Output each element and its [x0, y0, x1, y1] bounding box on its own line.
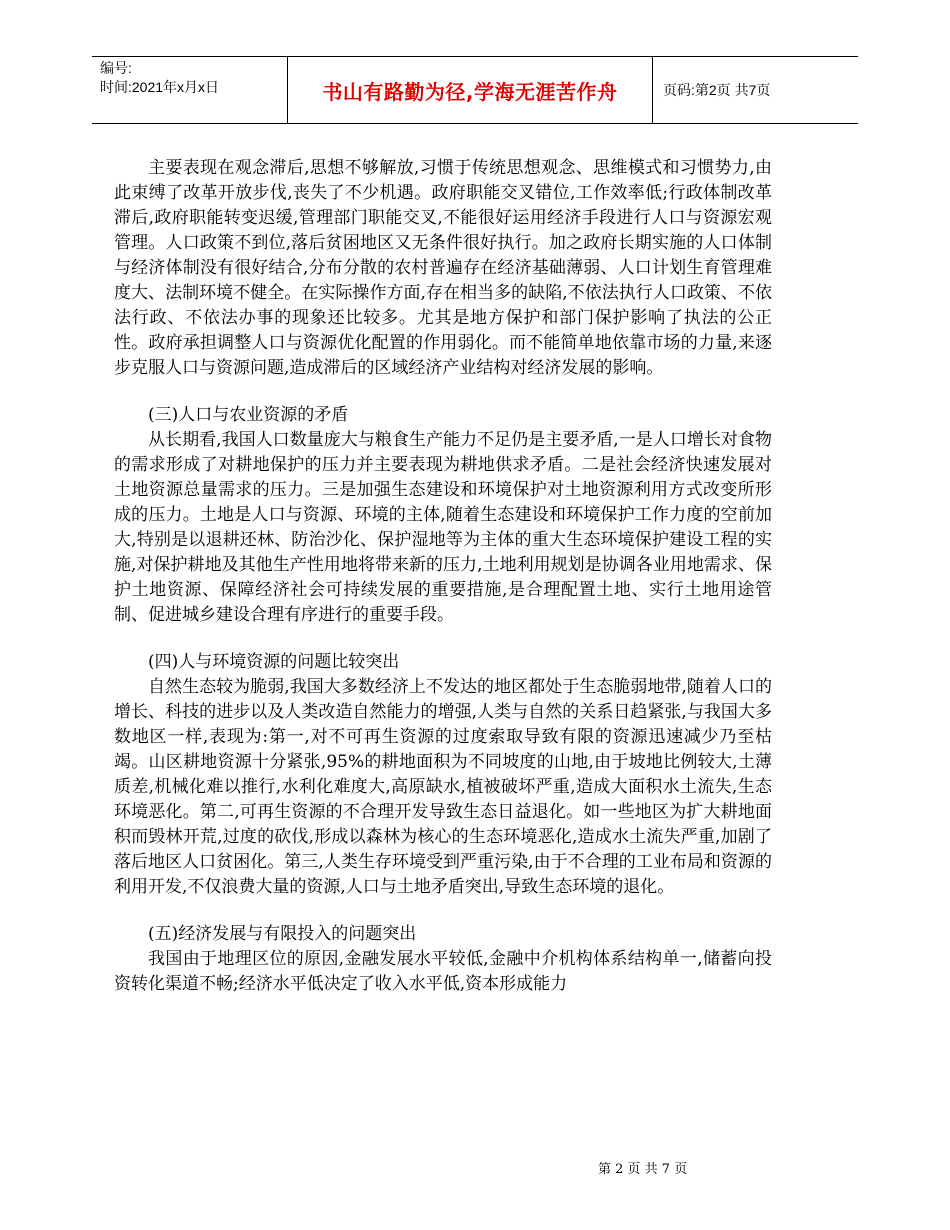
header-meta [92, 57, 287, 123]
section-heading: (五)经济发展与有限投入的问题突出 [148, 924, 417, 944]
header-motto: 书山有路勤为径,学海无涯苦作舟 [287, 57, 653, 123]
paragraph: 从长期看,我国人口数量庞大与粮食生产能力不足仍是主要矛盾,一是人口增长对食物的需求形成了对耕地保护的压力并主要表现为耕地供求矛盾。二是社会经济快速发展对土地资源总量需求的压力。三是加强生态建设和环境保护对土地资源利用方式改变所形成的压力。土地是人口与资源、环境的主体,随着生态建设和环境保护工作力度的空前加大,特别是以退耕还林、防治沙化、保护湿地等为主体的重大生态环境保护建设工程的实施,对保护耕地及其他生产性用地将带来新的压力,土地利用规划是协调各业用地需求、保护土地资源、保障经济社会可持续发展的重要措施,是合理配置土地、实行土地用途管制、促进城乡建设合理有序进行的重要手段。 [114, 430, 772, 625]
page-footer: 第 2 页 共 7 页 [598, 1162, 688, 1177]
section-heading: (三)人口与农业资源的矛盾 [148, 405, 349, 425]
document-code-label: 编号: [100, 60, 132, 76]
header-page-info: 页码:第2页 共7页 [663, 82, 771, 98]
paragraph: 自然生态较为脆弱,我国大多数经济上不发达的地区都处于生态脆弱地带,随着人口的增长、科技的进步以及人类改造自然能力的增强,人类与自然的关系日趋紧张,与我国大多数地区一样,表现为:第一,对不可再生资源的过度索取导致有限的资源迅速减少乃至枯竭。山区耕地资源十分紧张,95%的耕地面积为不同坡度的山地,由于坡地比例较大,土薄质差,机械化难以推行,水利化难度大,高原缺水,植被破坏严重,造成大面积水土流失,生态环境恶化。第二,可再生资源的不合理开发导致生态日益退化。如一些地区为扩大耕地面积而毁林开荒,过度的砍伐,形成以森林为核心的生态环境恶化,造成水土流失严重,加剧了落后地区人口贫困化。第三,人类生存环境受到严重污染,由于不合理的工业布局和资源的利用开发,不仅浪费大量的资源,人口与土地矛盾突出,导致生态环境的退化。 [114, 677, 772, 897]
document-body [114, 156, 772, 997]
section-heading: (四)人与环境资源的问题比较突出 [148, 652, 400, 672]
document-time: 时间:2021年x月x日 [100, 79, 220, 95]
paragraph: 我国由于地理区位的原因,金融发展水平较低,金融中介机构体系结构单一,储蓄向投资转化渠道不畅;经济水平低决定了收入水平低,资本形成能力 [114, 949, 772, 994]
paragraph: 主要表现在观念滞后,思想不够解放,习惯于传统思想观念、思维模式和习惯势力,由此束缚了改革开放步伐,丧失了不少机遇。政府职能交叉错位,工作效率低;行政体制改革滞后,政府职能转变迟缓,管理部门职能交叉,不能很好运用经济手段进行人口与资源宏观管理。人口政策不到位,落后贫困地区又无条件很好执行。加之政府长期实施的人口体制与经济体制没有很好结合,分布分散的农村普遍存在经济基础薄弱、人口计划生育管理难度大、法制环境不健全。在实际操作方面,存在相当多的缺陷,不依法执行人口政策、不依法行政、不依法办事的现象还比较多。尤其是地方保护和部门保护影响了执法的公正性。政府承担调整人口与资源优化配置的作用弱化。而不能简单地依靠市场的力量,来逐步克服人口与资源问题,造成滞后的区域经济产业结构对经济发展的影响。 [114, 158, 772, 378]
page-header [92, 56, 858, 124]
